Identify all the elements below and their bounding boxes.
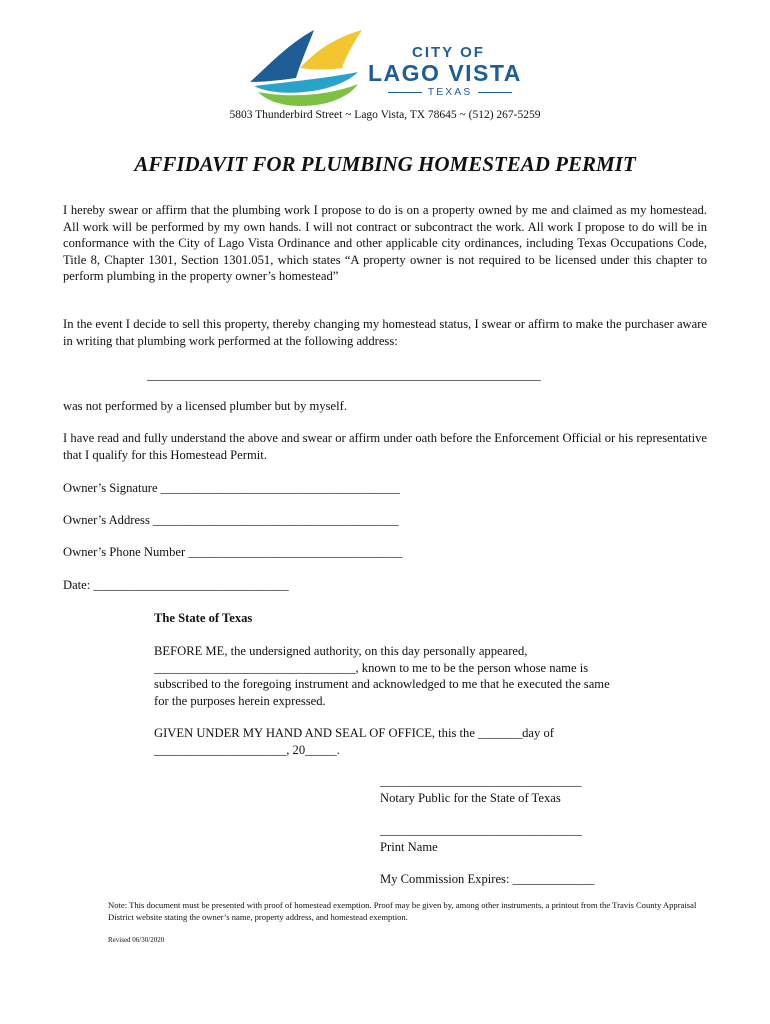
notary-before-me: BEFORE ME, the undersigned authority, on this day personally appeared, ________________________________, known to me to be the person whose name is subscribed to the foregoing instrument and acknowledged to me that he executed the same for the purposes herein expressed. <box>154 644 610 708</box>
property-address-line[interactable]: _______________________________________________________________ <box>147 368 541 382</box>
owner-address-field[interactable]: Owner’s Address _______________________________________ <box>63 513 399 527</box>
date-field[interactable]: Date: _______________________________ <box>63 578 289 592</box>
city-address: 5803 Thunderbird Street ~ Lago Vista, TX 78645 ~ (512) 267-5259 <box>229 109 541 121</box>
affirmation-paragraph: I hereby swear or affirm that the plumbing work I propose to do is on a property owned by me and claimed as my homestead. All work will be performed by my own hands. I will not contract or subcontract the work. All work I propose to do will be in conformance with the City of Lago Vista Ordinance and other applicable city ordinances, including Texas Occupations Code, Title 8, Chapter 1301, Section 1301.051, which states “A property owner is not required to be licensed under this chapter to perform plumbing in the property owner’s homestead” <box>63 203 707 283</box>
print-name-label: Print Name <box>380 840 438 854</box>
notary-state-heading: The State of Texas <box>154 611 253 625</box>
print-name-line[interactable]: ________________________________ <box>380 823 582 837</box>
notary-public-label: Notary Public for the State of Texas <box>380 791 561 805</box>
footnote: Note: This document must be presented with proof of homestead exemption. Proof may be given by, among other instruments, a printout from the Travis County Appraisal District website stating the owner’s name, property address, and homestead exemption. <box>108 900 697 922</box>
notary-given-under: GIVEN UNDER MY HAND AND SEAL OF OFFICE, this the _______day of _____________________, 20_____. <box>154 726 554 757</box>
commission-expires-field[interactable]: My Commission Expires: _____________ <box>380 872 595 886</box>
owner-phone-field[interactable]: Owner’s Phone Number __________________________________ <box>63 545 403 559</box>
sale-paragraph: In the event I decide to sell this property, thereby changing my homestead status, I swear or affirm to make the purchaser aware in writing that plumbing work performed at the following address: <box>63 317 707 348</box>
logo-blue-swoosh <box>250 30 314 82</box>
oath-paragraph: I have read and fully understand the above and swear or affirm under oath before the Enforcement Official or his representative that I qualify for this Homestead Permit. <box>63 431 707 462</box>
not-licensed-paragraph: was not performed by a licensed plumber but by myself. <box>63 399 347 413</box>
revision-date: Revised 06/30/2020 <box>108 936 165 944</box>
logo-lago-vista: LAGO VISTA <box>368 60 522 86</box>
owner-signature-field[interactable]: Owner’s Signature ______________________________________ <box>63 481 400 495</box>
logo-texas: TEXAS <box>370 86 530 98</box>
document-title: AFFIDAVIT FOR PLUMBING HOMESTEAD PERMIT <box>134 152 636 176</box>
notary-signature-line[interactable]: ________________________________ <box>380 774 582 788</box>
logo-city-of: CITY OF <box>412 44 485 61</box>
